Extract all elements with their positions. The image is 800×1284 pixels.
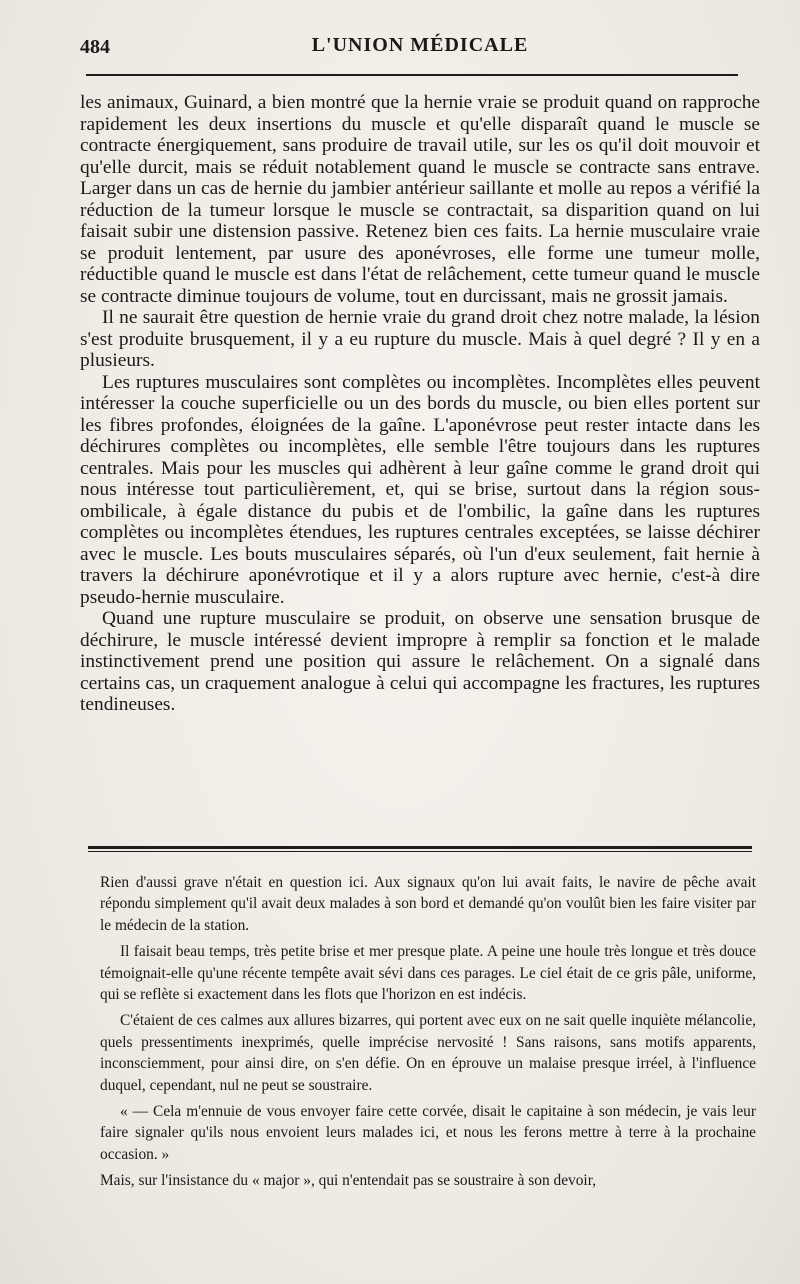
article-paragraph: Les ruptures musculaires sont complètes ou incomplètes. Incomplètes elles peuvent intéresser la couche superficielle ou un des bords du muscle, ou bien elles portent sur les fibres profondes, éloignées de la gaîne. L'aponévrose peut rester intacte dans les déchirures complètes ou incomplètes, elle semble l'être toujours dans les ruptures centrales. Mais pour les muscles qui adhèrent à leur gaîne comme le grand droit qui nous intéresse tout particulièrement, et, qui se brise, surtout dans la région sous-ombilicale, à égale distance du pubis et de l'ombilic, la gaîne dans les ruptures complètes ou incomplètes étendues, les ruptures centrales exceptées, se laisse déchirer avec le muscle. Les bouts musculaires séparés, où l'un d'eux seulement, fait hernie à travers la déchirure aponévrotique et il y a alors rupture avec hernie, c'est-à dire pseudo-hernie musculaire. — [80, 371, 760, 608]
feuilleton-paragraph: « — Cela m'ennuie de vous envoyer faire cette corvée, disait le capitaine à son médecin, je vais leur faire signaler qu'ils nous envoient leurs malades ici, et nous les ferons mettre à terre à la prochaine occasion. » — [100, 1103, 756, 1163]
article-paragraph: Il ne saurait être question de hernie vraie du grand droit chez notre malade, la lésion s'est produite brusquement, il y a eu rupture du muscle. Mais à quel degré ? Il y en a plusieurs. — [80, 307, 760, 371]
article-paragraph: les animaux, Guinard, a bien montré que la hernie vraie se produit quand on rapproche rapidement les deux insertions du muscle et qu'elle disparaît quand le muscle se contracte énergiquement, sans produire de travail utile, sur les os qu'il doit mouvoir et qu'elle durcit, mais se réduit notablement quand le muscle se contracte sans entrave. Larger dans un cas de hernie du jambier antérieur saillante et molle au repos a vérifié la réduction de la tumeur lorsque le muscle se contractait, sa disparition quand on lui faisait subir une distension passive. Retenez bien ces faits. La hernie musculaire vraie se produit lentement, par usure des aponévroses, elle forme une tumeur molle, réductible quand le muscle est dans l'état de relâchement, cette tumeur quand le muscle se contracte diminue toujours de volume, tout en durcissant, mais ne grossit jamais. — [80, 92, 760, 307]
article-body — [80, 92, 760, 716]
feuilleton-paragraph: Il faisait beau temps, très petite brise et mer presque plate. A peine une houle très longue et très douce témoignait-elle qu'une récente tempête avait sévi dans ces parages. Le ciel était de ce gris pâle, uniforme, qui se reflète si exactement dans les flots que l'horizon en est indécis. — [100, 943, 756, 1004]
feuilleton-paragraph: Mais, sur l'insistance du « major », qui n'entendait pas se soustraire à son devoir, — [100, 1172, 597, 1190]
feuilleton-section — [100, 872, 756, 1197]
feuilleton-paragraph: Rien d'aussi grave n'était en question ici. Aux signaux qu'on lui avait faits, le navire de pêche avait répondu simplement qu'il avait deux malades à son bord et demandé qu'on voulût bien les faire visiter par le médecin de la station. — [100, 874, 756, 934]
page-number: 484 — [80, 36, 110, 58]
journal-title: L'UNION MÉDICALE — [311, 34, 529, 56]
feuilleton-paragraph: C'étaient de ces calmes aux allures bizarres, qui portent avec eux on ne sait quelle inquiète mélancolie, quels pressentiments inexprimés, quelle imprécise nervosité ! Sans raisons, sans motifs apparents, inconsciemment, pour ainsi dire, on s'en défie. On en éprouve un malaise presque irréel, à l'influence duquel, cependant, nul ne peut se soustraire. — [100, 1012, 756, 1094]
header-rule — [86, 74, 738, 76]
section-divider — [88, 846, 752, 852]
article-paragraph: Quand une rupture musculaire se produit, on observe une sensation brusque de déchirure, le muscle intéressé devient impropre à remplir sa fonction et le malade instinctivement prend une position qui assure le relâchement. On a signalé dans certains cas, un craquement analogue à celui qui accompagne les fractures, les ruptures tendineuses. — [80, 608, 760, 715]
page-header — [80, 32, 760, 62]
